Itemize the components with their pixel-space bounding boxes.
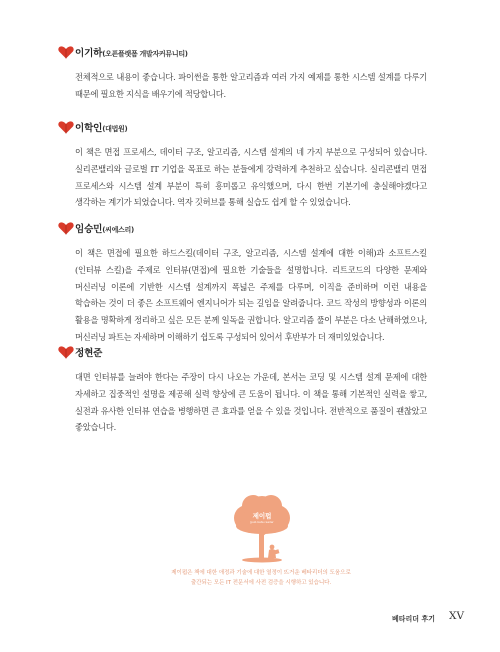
reviewer-affiliation: (씨에스리) <box>102 226 134 234</box>
heart-icon <box>58 121 74 134</box>
review-text: 이 책은 면접에 필요한 하드스킬(데이터 구조, 알고리즘, 시스템 설계에 대한 이해)과 소프트스킬(인터뷰 스킬)을 주제로 인터뷰(면접)에 필요한 기술들을 설명합니다. 리트코드의 다양한 문제와 머신러닝 이론에 기반한 시스템 설계까지 폭넓은 주제를 다루며, 이직을 준비하며 이런 내용을 학습하는 것이 더 좋은 소프트웨어 엔지니어가 되는 길임을 알려줍니다. 코드 작성의 방향성과 이론의 활용을 명확하게 정리하고 싶은 모든 분께 일독을 권합니다. 알고리즘 풀이 부분은 다소 난해하였으나, 머신러닝 파트는 자세하며 이해하기 쉽도록 구성되어 있어서 후반부가 더 재미있었습니다. <box>75 248 427 342</box>
logo-text: 제이펍 <box>252 512 272 520</box>
review-text: 이 책은 면접 프로세스, 데이터 구조, 알고리즘, 시스템 설계의 네 가지 부분으로 구성되어 있습니다. 실리콘밸리와 글로벌 IT 기업을 목표로 하는 분들에게 강력하게 추천하고 싶습니다. 실리콘밸리 면접 프로세스와 시스템 설계 부분이 특히 흥미롭고 유익했으며, 다시 한번 기본기에 충실해야겠다고 생각하는 계기가 되었습니다. 역자 깃허브를 통해 실습도 쉽게 할 수 있었습니다. <box>75 147 427 208</box>
beta-note-line-1: 제이펍은 책에 대한 애정과 기술에 대한 열정이 뜨거운 베타리더의 도움으로 <box>171 570 351 576</box>
tree-logo-icon <box>225 492 299 566</box>
review-3 <box>75 221 427 346</box>
footer-section-label: 베타리더 후기 <box>392 615 436 623</box>
review-header <box>75 221 427 239</box>
logo-subtext: Jpub beta reader <box>250 520 274 524</box>
reviewer-affiliation: (오픈플랫폼 개발자커뮤니티) <box>102 50 188 58</box>
review-1 <box>75 45 427 103</box>
reviewer-name: 정현준 <box>75 348 103 359</box>
review-text: 대면 인터뷰를 늘려야 한다는 주장이 다시 나오는 가운데, 본서는 코딩 및 시스템 설계 문제에 대한 자세하고 집중적인 설명을 제공해 실력 향상에 큰 도움이 됩니다. 이 책을 통해 기본적인 실력을 쌓고, 실전과 유사한 인터뷰 연습을 병행하면 큰 효과를 얻을 수 있을 것입니다. 전반적으로 품질이 괜찮았고 좋았습니다. <box>75 372 427 433</box>
review-text: 전체적으로 내용이 좋습니다. 파이썬을 통한 알고리즘과 여러 가지 예제를 통한 시스템 설계를 다루기 때문에 필요한 지식을 배우기에 적당합니다. <box>75 72 427 99</box>
heart-icon <box>58 222 74 235</box>
reviewer-name: 이기하 <box>75 48 103 59</box>
heart-icon <box>58 346 74 359</box>
page-number: XV <box>449 610 465 622</box>
reviewer-affiliation: (대법원) <box>102 125 128 133</box>
review-header <box>75 345 427 363</box>
reviewer-name: 임승민 <box>75 224 103 235</box>
heart-icon <box>58 46 74 59</box>
reviewer-name: 이학인 <box>75 123 103 134</box>
review-header <box>75 45 427 63</box>
review-2 <box>75 120 427 211</box>
review-4 <box>75 345 427 436</box>
beta-note-line-2: 출간되는 모든 IT 전문서에 사전 검증을 시행하고 있습니다. <box>190 580 332 586</box>
review-header <box>75 120 427 138</box>
